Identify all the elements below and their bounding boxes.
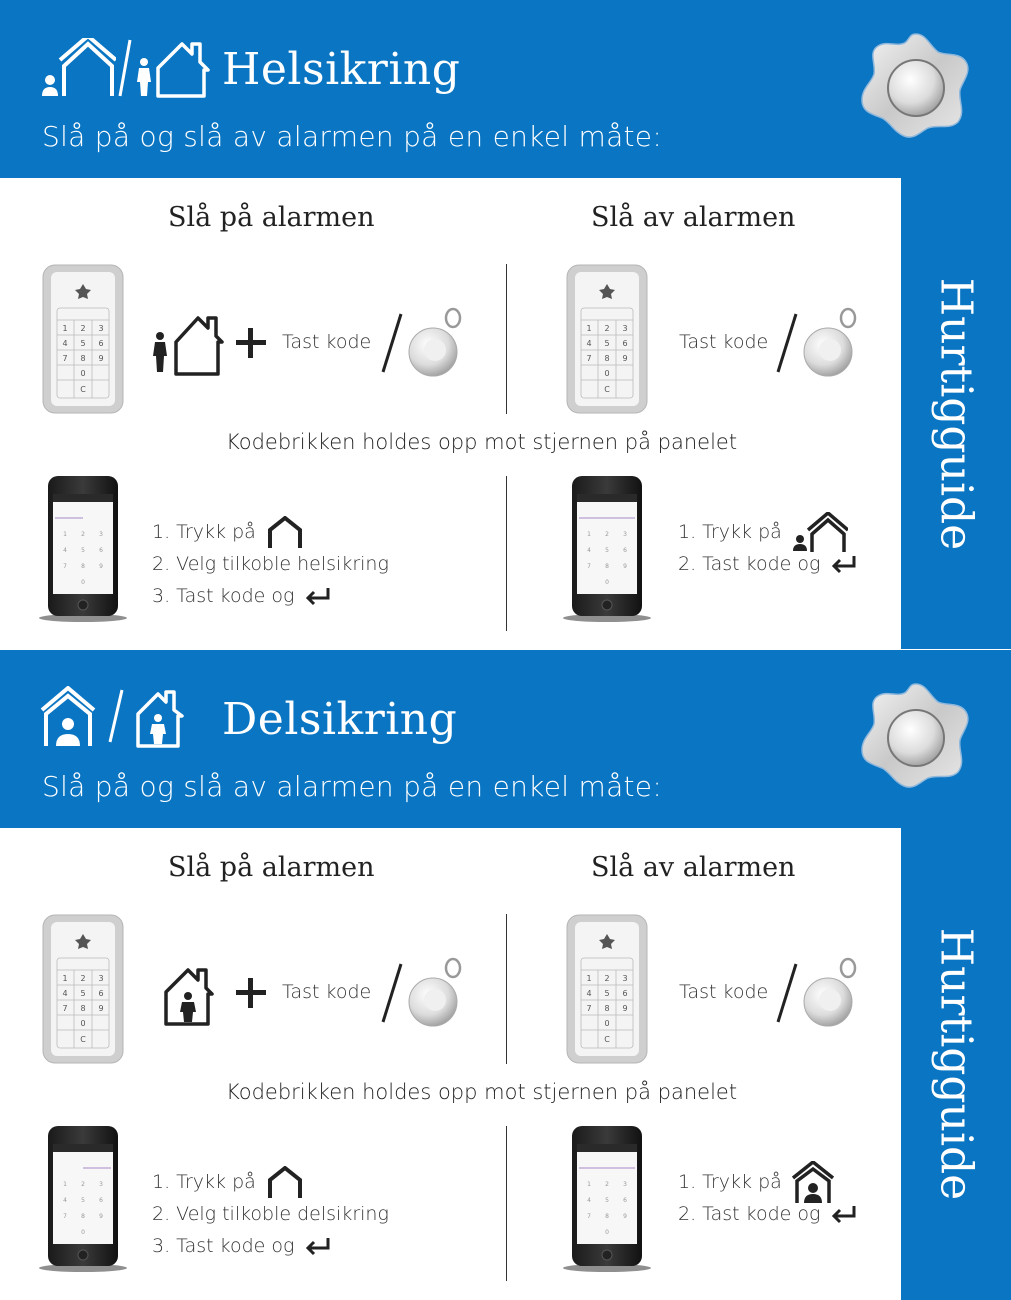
step-text: 1. Trykk på — [678, 521, 782, 543]
roof-icon — [266, 516, 304, 548]
svg-text:C: C — [604, 1035, 610, 1044]
step-item — [678, 1166, 858, 1198]
svg-text:3: 3 — [98, 324, 104, 333]
heading-turn-on: Slå på alarmen — [168, 852, 375, 883]
enter-arrow-icon — [304, 586, 332, 606]
side-strip — [901, 178, 1011, 649]
svg-text:5: 5 — [81, 1197, 85, 1204]
svg-text:0: 0 — [81, 1229, 85, 1236]
enter-code-label: Tast kode — [679, 981, 769, 1003]
side-strip — [901, 828, 1011, 1300]
slash-divider — [118, 38, 132, 98]
enter-code-label: Tast kode — [282, 331, 372, 353]
svg-text:6: 6 — [99, 1197, 103, 1204]
step-text: 2. Tast kode og — [678, 1203, 821, 1225]
svg-text:7: 7 — [63, 563, 67, 570]
svg-text:3: 3 — [99, 531, 103, 538]
code-tag-icon — [800, 954, 860, 1034]
step-text: 3. Tast kode og — [152, 585, 295, 607]
person-in-house-icon — [40, 686, 96, 748]
svg-text:1: 1 — [586, 974, 592, 983]
step-item — [152, 1198, 389, 1230]
svg-text:6: 6 — [622, 339, 628, 348]
star-button-icon — [860, 680, 972, 792]
code-tag-icon — [800, 304, 860, 384]
svg-text:1: 1 — [587, 531, 591, 538]
svg-text:3: 3 — [623, 1181, 627, 1188]
smartphone-app-icon — [562, 474, 652, 624]
svg-text:2: 2 — [80, 974, 86, 983]
enter-code-label: Tast kode — [282, 981, 372, 1003]
column-divider — [506, 914, 507, 1064]
step-item — [678, 548, 858, 580]
side-label: Hurtigguide — [930, 277, 982, 550]
plus-icon — [234, 976, 268, 1010]
step-text: 2. Velg tilkoble helsikring — [152, 553, 389, 575]
svg-text:1: 1 — [586, 324, 592, 333]
code-tag-icon — [405, 304, 465, 384]
heading-turn-off: Slå av alarmen — [591, 852, 796, 883]
svg-text:C: C — [80, 1035, 86, 1044]
svg-text:5: 5 — [605, 547, 609, 554]
svg-text:1: 1 — [62, 974, 68, 983]
svg-text:6: 6 — [623, 547, 627, 554]
side-label: Hurtigguide — [930, 927, 982, 1201]
svg-text:5: 5 — [81, 547, 85, 554]
section-title: Delsikring — [222, 694, 458, 745]
svg-text:9: 9 — [98, 354, 104, 363]
app-steps-off — [678, 1166, 858, 1230]
slash-divider — [776, 312, 798, 374]
heading-turn-on: Slå på alarmen — [168, 202, 375, 233]
svg-text:7: 7 — [62, 354, 68, 363]
svg-text:4: 4 — [62, 989, 68, 998]
person-inside-chimney-house-icon — [134, 686, 184, 748]
step-item — [152, 1166, 389, 1198]
svg-text:6: 6 — [623, 1197, 627, 1204]
step-item — [678, 516, 858, 548]
step-text: 1. Trykk på — [152, 1171, 256, 1193]
step-text: 1. Trykk på — [152, 521, 256, 543]
section-helsikring — [0, 0, 1011, 649]
slash-divider — [381, 962, 403, 1024]
svg-text:4: 4 — [63, 547, 67, 554]
keypad-icon — [566, 264, 648, 414]
svg-text:8: 8 — [80, 354, 86, 363]
svg-text:1: 1 — [63, 531, 67, 538]
svg-text:8: 8 — [604, 354, 610, 363]
app-steps-off — [678, 516, 858, 580]
svg-text:0: 0 — [81, 579, 85, 586]
enter-arrow-icon — [304, 1236, 332, 1256]
slash-divider — [381, 312, 403, 374]
svg-text:7: 7 — [586, 1004, 592, 1013]
svg-text:8: 8 — [604, 1004, 610, 1013]
svg-text:2: 2 — [604, 324, 610, 333]
step-text: 2. Velg tilkoble delsikring — [152, 1203, 389, 1225]
header-banner — [0, 0, 1011, 178]
header-banner — [0, 650, 1011, 828]
person-in-house-icon — [792, 1161, 834, 1203]
svg-text:4: 4 — [587, 1197, 591, 1204]
slash-divider — [98, 686, 132, 748]
heading-turn-off: Slå av alarmen — [591, 202, 796, 233]
svg-text:C: C — [80, 385, 86, 394]
svg-text:7: 7 — [586, 354, 592, 363]
column-divider — [506, 264, 507, 414]
svg-text:2: 2 — [605, 1181, 609, 1188]
column-divider — [506, 1126, 507, 1281]
enter-arrow-icon — [830, 1204, 858, 1224]
keypad-icon — [566, 914, 648, 1064]
svg-text:4: 4 — [587, 547, 591, 554]
svg-text:6: 6 — [622, 989, 628, 998]
svg-text:9: 9 — [622, 1004, 628, 1013]
svg-text:4: 4 — [62, 339, 68, 348]
svg-text:5: 5 — [80, 339, 86, 348]
smartphone-app-icon — [38, 1124, 128, 1274]
svg-text:9: 9 — [623, 1213, 627, 1220]
svg-text:8: 8 — [81, 1213, 85, 1220]
person-house-roof-icon — [792, 512, 848, 552]
slash-divider — [776, 962, 798, 1024]
svg-text:2: 2 — [81, 1181, 85, 1188]
column-divider — [506, 476, 507, 631]
svg-text:7: 7 — [63, 1213, 67, 1220]
svg-text:7: 7 — [587, 1213, 591, 1220]
svg-text:4: 4 — [586, 339, 592, 348]
svg-text:9: 9 — [99, 563, 103, 570]
smartphone-app-icon — [562, 1124, 652, 1274]
section-subtitle: Slå på og slå av alarmen på en enkel måte: — [42, 770, 663, 803]
section-delsikring — [0, 650, 1011, 1300]
svg-text:0: 0 — [604, 1019, 610, 1028]
smartphone-app-icon — [38, 474, 128, 624]
svg-text:3: 3 — [623, 531, 627, 538]
mode-icons — [40, 36, 212, 98]
svg-text:2: 2 — [80, 324, 86, 333]
app-steps-on — [152, 516, 389, 612]
svg-text:5: 5 — [605, 1197, 609, 1204]
svg-text:4: 4 — [63, 1197, 67, 1204]
keypad-icon — [42, 264, 124, 414]
svg-text:8: 8 — [80, 1004, 86, 1013]
svg-text:9: 9 — [98, 1004, 104, 1013]
enter-arrow-icon — [830, 554, 858, 574]
svg-text:C: C — [604, 385, 610, 394]
svg-text:2: 2 — [605, 531, 609, 538]
step-text: 2. Tast kode og — [678, 553, 821, 575]
step-text: 3. Tast kode og — [152, 1235, 295, 1257]
svg-text:0: 0 — [80, 369, 86, 378]
step-item — [152, 580, 389, 612]
code-tag-icon — [405, 954, 465, 1034]
svg-text:0: 0 — [605, 579, 609, 586]
svg-text:3: 3 — [98, 974, 104, 983]
svg-text:7: 7 — [62, 1004, 68, 1013]
svg-text:5: 5 — [80, 989, 86, 998]
svg-text:8: 8 — [81, 563, 85, 570]
star-button-icon — [860, 30, 972, 142]
svg-text:0: 0 — [80, 1019, 86, 1028]
svg-text:9: 9 — [99, 1213, 103, 1220]
instructions-panel — [0, 828, 901, 1300]
svg-text:6: 6 — [98, 989, 104, 998]
person-outside-house-icon — [134, 38, 212, 98]
svg-text:0: 0 — [605, 1229, 609, 1236]
section-subtitle: Slå på og slå av alarmen på en enkel måte: — [42, 120, 663, 153]
step-item — [152, 548, 389, 580]
person-inside-chimney-house-icon — [160, 958, 236, 1028]
svg-text:2: 2 — [604, 974, 610, 983]
svg-text:7: 7 — [587, 563, 591, 570]
section-title: Helsikring — [222, 44, 461, 95]
svg-text:4: 4 — [586, 989, 592, 998]
svg-text:3: 3 — [99, 1181, 103, 1188]
svg-text:3: 3 — [622, 324, 628, 333]
person-outside-house-icon — [150, 308, 226, 378]
step-item — [152, 516, 389, 548]
svg-text:8: 8 — [605, 1213, 609, 1220]
instructions-panel — [0, 178, 901, 649]
svg-text:0: 0 — [604, 369, 610, 378]
person-house-roof-icon — [40, 38, 116, 98]
mode-icons — [40, 686, 184, 748]
svg-text:6: 6 — [98, 339, 104, 348]
code-tag-note: Kodebrikken holdes opp mot stjernen på panelet — [226, 430, 738, 454]
svg-text:1: 1 — [62, 324, 68, 333]
svg-text:1: 1 — [63, 1181, 67, 1188]
svg-text:9: 9 — [622, 354, 628, 363]
svg-text:1: 1 — [587, 1181, 591, 1188]
step-text: 1. Trykk på — [678, 1171, 782, 1193]
svg-text:5: 5 — [604, 339, 610, 348]
code-tag-note: Kodebrikken holdes opp mot stjernen på panelet — [226, 1080, 738, 1104]
app-steps-on — [152, 1166, 389, 1262]
step-item — [152, 1230, 389, 1262]
svg-text:5: 5 — [604, 989, 610, 998]
plus-icon — [234, 326, 268, 360]
svg-text:8: 8 — [605, 563, 609, 570]
svg-text:9: 9 — [623, 563, 627, 570]
svg-text:2: 2 — [81, 531, 85, 538]
svg-text:3: 3 — [622, 974, 628, 983]
roof-icon — [266, 1166, 304, 1198]
svg-text:6: 6 — [99, 547, 103, 554]
keypad-icon — [42, 914, 124, 1064]
enter-code-label: Tast kode — [679, 331, 769, 353]
